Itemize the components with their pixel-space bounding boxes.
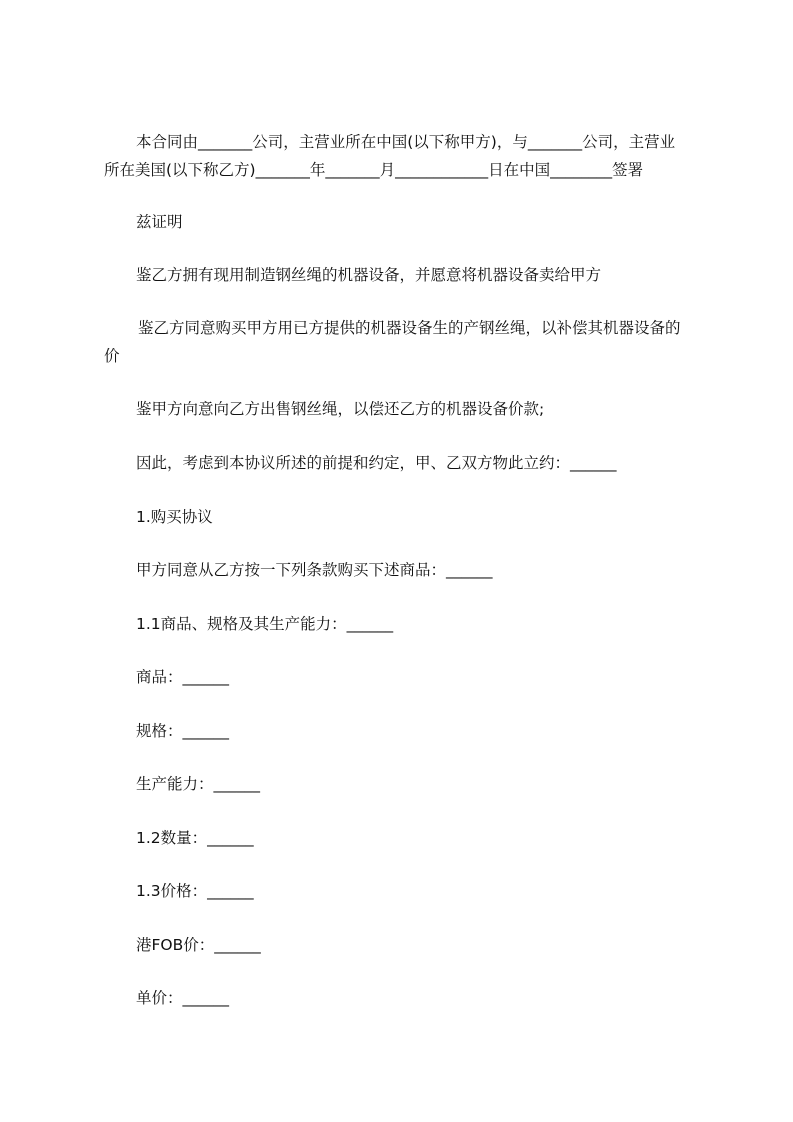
section-1-heading: 1.购买协议 xyxy=(136,508,213,526)
specification-field: 规格：______ xyxy=(136,722,230,740)
whereas-clause-2-line-1: 鉴乙方同意购买甲方用已方提供的机器设备生的产钢丝绳，以补偿其机器设备的 xyxy=(138,319,681,337)
clause-1-3-price: 1.3价格：______ xyxy=(136,882,254,900)
witness-line: 兹证明 xyxy=(136,213,183,231)
purchase-statement: 甲方同意从乙方按一下列条款购买下述商品：______ xyxy=(136,561,493,579)
goods-field: 商品：______ xyxy=(136,668,230,686)
whereas-clause-1: 鉴乙方拥有现用制造钢丝绳的机器设备，并愿意将机器设备卖给甲方 xyxy=(136,266,602,284)
fob-price-field: 港FOB价：______ xyxy=(136,936,261,954)
whereas-clause-2-line-2: 价 xyxy=(104,347,120,365)
clause-1-1: 1.1商品、规格及其生产能力：______ xyxy=(136,615,394,633)
whereas-clause-2 xyxy=(104,314,706,370)
clause-1-2-quantity: 1.2数量：______ xyxy=(136,829,254,847)
whereas-clause-3: 鉴甲方向意向乙方出售钢丝绳，以偿还乙方的机器设备价款; xyxy=(136,400,545,418)
capacity-field: 生产能力：______ xyxy=(136,775,261,793)
therefore-clause: 因此，考虑到本协议所述的前提和约定，甲、乙双方物此立约：______ xyxy=(136,454,617,472)
intro-line-1: 本合同由_______公司，主营业所在中国(以下称甲方)，与_______公司，主营业 xyxy=(136,133,676,151)
intro-line-2: 所在美国(以下称乙方)_______年_______月____________日在中国________签署 xyxy=(104,161,644,179)
contract-intro xyxy=(104,128,704,184)
unit-price-field: 单价：______ xyxy=(136,989,230,1007)
